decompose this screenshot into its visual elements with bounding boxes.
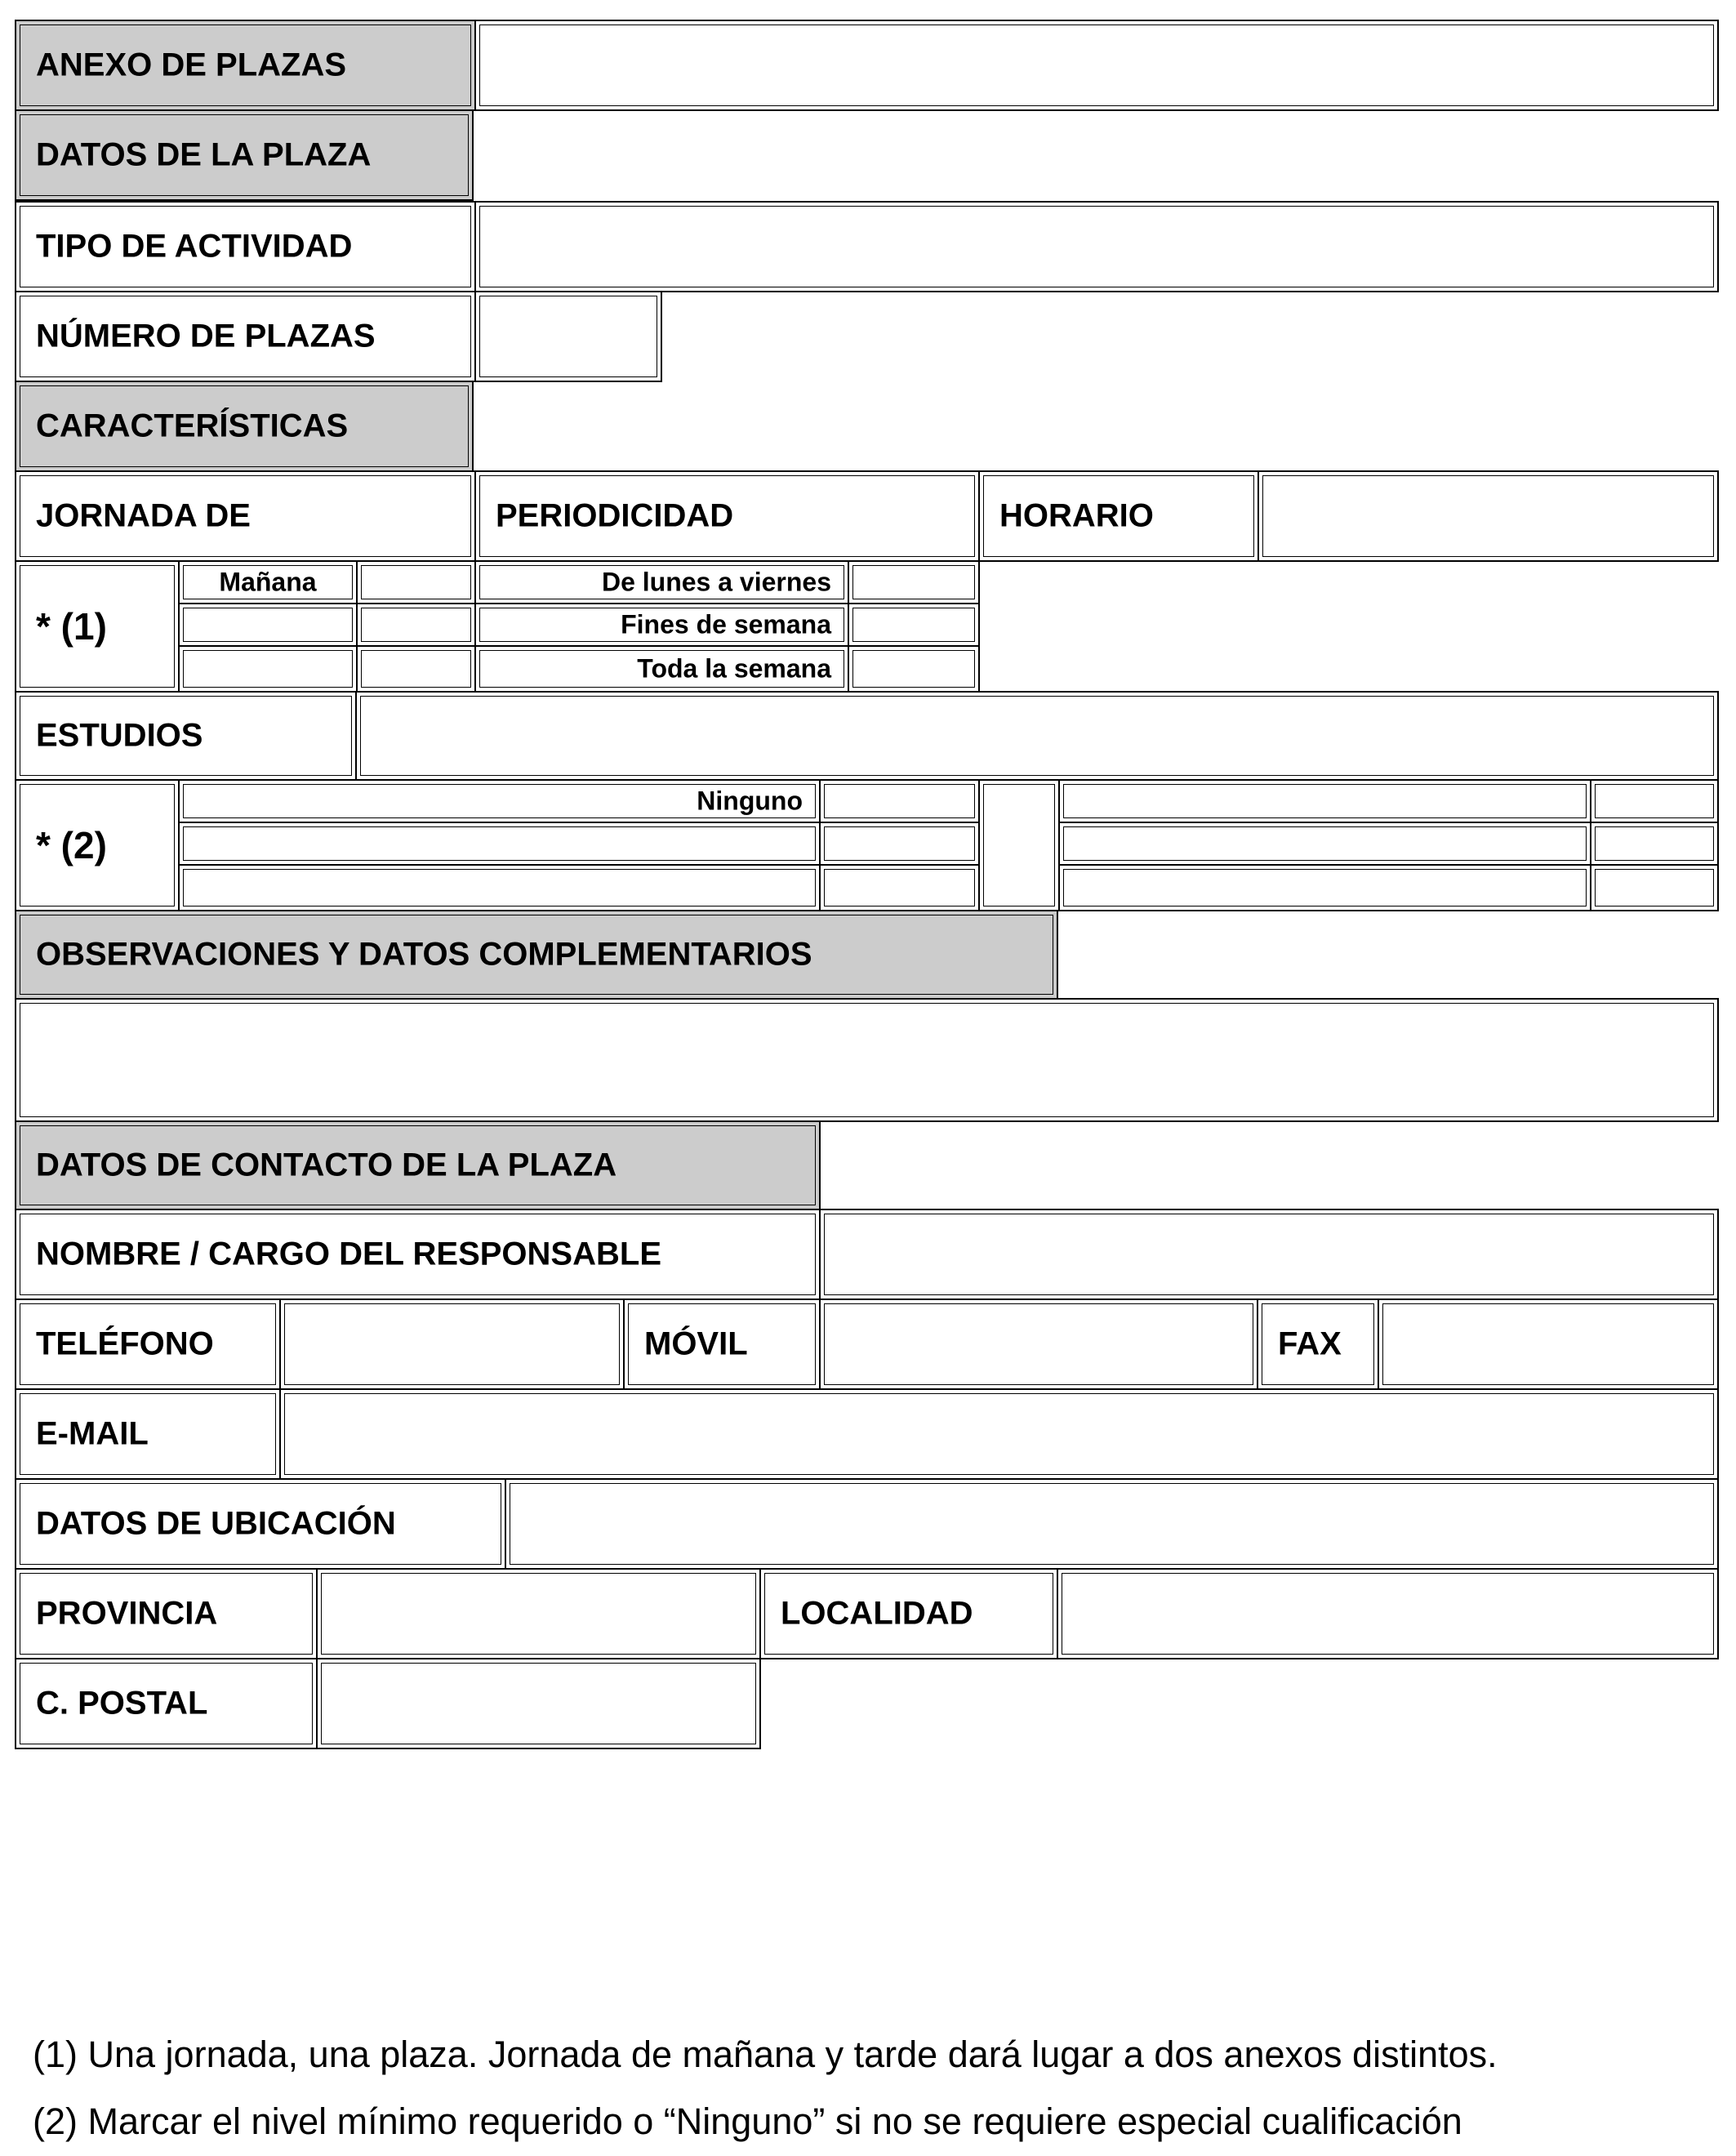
estudios-option-4 [1058, 779, 1591, 823]
localidad-label: LOCALIDAD [781, 1595, 973, 1632]
estudios-separator-cell [978, 779, 1060, 911]
jornada-checkbox-3[interactable] [356, 645, 476, 693]
estudios-option-3 [178, 864, 821, 911]
manana-label: Mañana [219, 567, 317, 597]
estudios-checkbox-2[interactable] [819, 822, 980, 866]
ninguno-checkbox[interactable] [819, 779, 980, 823]
periodicidad-label: PERIODICIDAD [496, 497, 734, 534]
periodicidad-option-lunes-viernes [474, 560, 849, 604]
estudios-ref-label: * (2) [36, 824, 107, 866]
observaciones-field[interactable] [15, 998, 1719, 1122]
email-label: E-MAIL [36, 1415, 149, 1452]
numero-plazas-label: NÚMERO DE PLAZAS [36, 318, 376, 354]
horario-label: HORARIO [999, 497, 1154, 534]
email-label-cell [15, 1388, 281, 1480]
ninguno-label: Ninguno [697, 786, 803, 816]
responsable-label-cell [15, 1209, 821, 1300]
tipo-actividad-label: TIPO DE ACTIVIDAD [36, 228, 353, 265]
contacto-header-cell [15, 1120, 821, 1210]
movil-field[interactable] [819, 1298, 1258, 1390]
estudios-field[interactable] [355, 691, 1719, 781]
localidad-field[interactable] [1057, 1568, 1719, 1659]
toda-semana-checkbox[interactable] [848, 645, 980, 693]
telefono-field[interactable] [279, 1298, 625, 1390]
fax-label: FAX [1278, 1325, 1342, 1362]
horario-label-cell [978, 470, 1259, 562]
anexo-title: ANEXO DE PLAZAS [36, 47, 347, 83]
jornada-option-2 [178, 603, 358, 647]
responsable-label: NOMBRE / CARGO DEL RESPONSABLE [36, 1236, 661, 1272]
estudios-ref-cell [15, 779, 180, 911]
observaciones-title: OBSERVACIONES Y DATOS COMPLEMENTARIOS [36, 936, 812, 973]
datos-plaza-header-cell [15, 109, 474, 201]
jornada-option-3 [178, 645, 358, 693]
toda-semana-label: Toda la semana [637, 653, 831, 684]
jornada-ref-cell [15, 560, 180, 693]
estudios-checkbox-4[interactable] [1590, 779, 1719, 823]
tipo-actividad-field[interactable] [474, 201, 1719, 292]
caracteristicas-title: CARACTERÍSTICAS [36, 408, 349, 444]
fax-field[interactable] [1378, 1298, 1719, 1390]
estudios-option-ninguno [178, 779, 821, 823]
cpostal-label-cell [15, 1658, 318, 1749]
estudios-label-cell [15, 691, 357, 781]
lunes-viernes-label: De lunes a viernes [601, 567, 831, 597]
manana-checkbox[interactable] [356, 560, 476, 604]
jornada-checkbox-2[interactable] [356, 603, 476, 647]
tipo-actividad-label-cell [15, 201, 476, 292]
estudios-option-6 [1058, 864, 1591, 911]
ubicacion-label-cell [15, 1478, 506, 1570]
provincia-label: PROVINCIA [36, 1595, 218, 1632]
estudios-checkbox-6[interactable] [1590, 864, 1719, 911]
numero-plazas-field[interactable] [474, 291, 662, 382]
jornada-ref-label: * (1) [36, 605, 107, 648]
caracteristicas-header-cell [15, 381, 474, 472]
anexo-header-cell [15, 20, 476, 111]
provincia-field[interactable] [316, 1568, 761, 1659]
fines-semana-label: Fines de semana [621, 609, 831, 639]
provincia-label-cell [15, 1568, 318, 1659]
ubicacion-label: DATOS DE UBICACIÓN [36, 1505, 396, 1542]
estudios-label: ESTUDIOS [36, 717, 203, 754]
cpostal-field[interactable] [316, 1658, 761, 1749]
estudios-checkbox-3[interactable] [819, 864, 980, 911]
localidad-label-cell [759, 1568, 1058, 1659]
footnote-1: (1) Una jornada, una plaza. Jornada de mañana y tarde dará lugar a dos anexos distintos. [33, 2034, 1498, 2075]
contacto-title: DATOS DE CONTACTO DE LA PLAZA [36, 1147, 617, 1183]
lunes-viernes-checkbox[interactable] [848, 560, 980, 604]
anexo-value-field[interactable] [474, 20, 1719, 111]
datos-plaza-title: DATOS DE LA PLAZA [36, 136, 372, 173]
estudios-checkbox-5[interactable] [1590, 822, 1719, 866]
observaciones-header-cell [15, 910, 1058, 1000]
email-field[interactable] [279, 1388, 1719, 1480]
horario-field[interactable] [1257, 470, 1719, 562]
jornada-label: JORNADA DE [36, 497, 251, 534]
ubicacion-field[interactable] [505, 1478, 1719, 1570]
fax-label-cell [1257, 1298, 1379, 1390]
jornada-option-manana [178, 560, 358, 604]
estudios-option-5 [1058, 822, 1591, 866]
responsable-field[interactable] [819, 1209, 1719, 1300]
cpostal-label: C. POSTAL [36, 1685, 208, 1722]
telefono-label: TELÉFONO [36, 1325, 214, 1362]
fines-semana-checkbox[interactable] [848, 603, 980, 647]
jornada-label-cell [15, 470, 476, 562]
periodicidad-option-toda-semana [474, 645, 849, 693]
movil-label-cell [623, 1298, 821, 1390]
numero-plazas-label-cell [15, 291, 476, 382]
periodicidad-label-cell [474, 470, 980, 562]
movil-label: MÓVIL [644, 1325, 748, 1362]
estudios-option-2 [178, 822, 821, 866]
periodicidad-option-fines-semana [474, 603, 849, 647]
telefono-label-cell [15, 1298, 281, 1390]
footnote-2: (2) Marcar el nivel mínimo requerido o “Ninguno” si no se requiere especial cualificación [33, 2100, 1462, 2142]
